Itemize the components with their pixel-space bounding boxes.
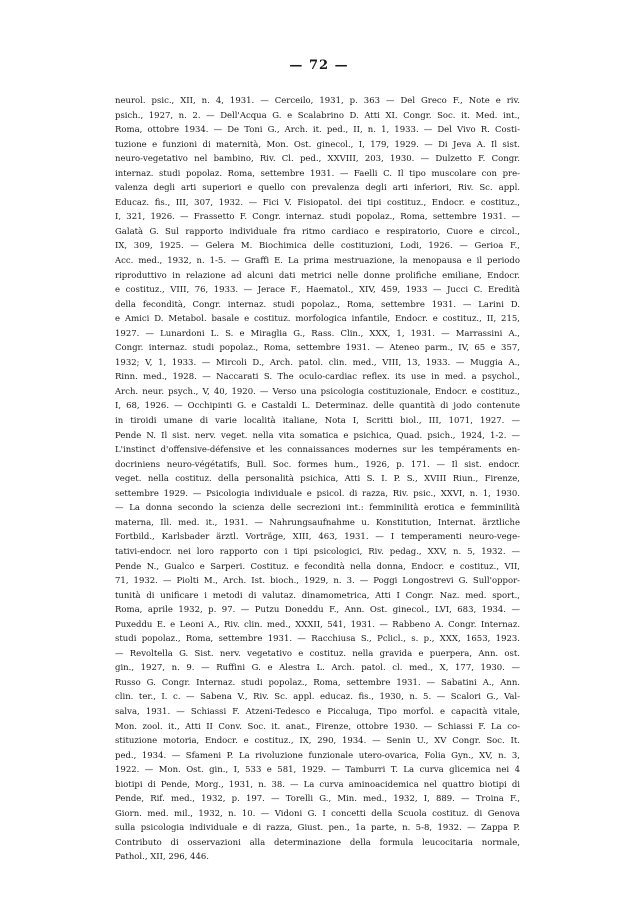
text-line: 71, 1932. — Piolti M., Arch. Ist. bioch., 1929, n. 3. — Poggi Longostrevi G. Sull'oppor- (115, 576, 520, 587)
text-line: tunità di unificare i metodi di valutaz. dinamometrica, Atti I Congr. Naz. med. sport., (115, 590, 520, 601)
text-line: — Revoltella G. Sist. nerv. vegetativo e costituz. nella gravida e puerpera, Ann. ost. (115, 648, 520, 659)
text-line: tativi-endocr. nei loro rapporto con i tipi psicologici, Riv. pedag., XXV, n. 5, 1932. — (115, 546, 520, 557)
text-line: Puxeddu E. e Leoni A., Riv. clin. med., XXXII, 541, 1931. — Rabbeno A. Congr. Internaz. (115, 619, 520, 630)
text-line: Fortbild., Karlsbader ärztl. Vorträge, XIII, 463, 1931. — I temperamenti neuro-vege- (115, 532, 520, 543)
text-line: della fecondità, Congr. internaz. studi popolaz., Roma, settembre 1931. — Larini D. (115, 299, 520, 310)
text-line: I, 321, 1926. — Frassetto F. Congr. internaz. studi popolaz., Roma, settembre 1931. — (115, 212, 520, 223)
text-line: internaz. studi popolaz. Roma, settembre 1931. — Faelli C. Il tipo muscolare con pre- (115, 168, 520, 179)
text-line: Rinn. med., 1928. — Naccarati S. The oculo-cardiac reflex. its use in med. a psychol., (115, 372, 520, 383)
text-line: salva, 1931. — Schiassi F. Atzeni-Tedesco e Piccaluga, Tipo morfol. e capacità vitale, (115, 706, 520, 717)
text-line: ped., 1934. — Sfameni P. La rivoluzione funzionale utero-ovarica, Folia Gyn., XV, n. 3, (115, 750, 520, 761)
text-line: sulla psicologia individuale e di razza, Giust. pen., 1a parte, n. 5-8, 1932. — Zappa P. (115, 823, 520, 834)
text-line: 1922. — Mon. Ost. gin., I, 533 e 581, 1929. — Tamburri T. La curva glicemica nei 4 (115, 765, 520, 776)
bibliography-text (115, 94, 520, 865)
text-line: tuzione e funzioni di maternità, Mon. Ost. ginecol., I, 179, 1929. — Di Jeva A. Il sist. (115, 139, 520, 150)
text-line: Pathol., XII, 296, 446. (115, 852, 209, 863)
text-line: L'instinct d'offensive-défensive et les connaissances modernes sur les tempéraments en- (115, 445, 520, 456)
text-line: psich., 1927, n. 2. — Dell'Acqua G. e Scalabrino D. Atti XI. Congr. Soc. it. Med. int., (115, 110, 520, 121)
text-line: Pende, Rif. med., 1932, p. 197. — Torelli G., Min. med., 1932, I, 889. — Troina F., (115, 794, 520, 805)
text-line: Contributo di osservazioni alla determinazione della formula leucocitaria normale, (115, 837, 520, 848)
text-line: e costituz., VIII, 76, 1933. — Jerace F., Haematol., XIV, 459, 1933 — Jucci C. Eredità (115, 285, 520, 296)
text-line: Educaz. fis., III, 307, 1932. — Fici V. Fisiopatol. dei tipi costituz., Endocr. e costituz., (115, 197, 520, 208)
text-line: Congr. internaz. studi popolaz., Roma, settembre 1931. — Ateneo parm., IV, 65 e 357, (115, 343, 520, 354)
text-line: Arch. neur. psych., V, 40, 1920. — Verso una psicologia costituzionale, Endocr. e costituz., (115, 386, 520, 397)
text-line: Roma, aprile 1932, p. 97. — Putzu Doneddu F., Ann. Ost. ginecol., LVI, 683, 1934. — (115, 605, 520, 616)
page-number: — 72 — (289, 58, 349, 73)
text-line: e Amici D. Metabol. basale e costituz. morfologica infantile, Endocr. e costituz., II, 215, (115, 314, 520, 325)
text-line: Pende N., Gualco e Sarperi. Costituz. e fecondità nella donna, Endocr. e costituz., VII, (115, 561, 520, 572)
text-line: Mon. zool. it., Atti II Conv. Soc. it. anat., Firenze, ottobre 1930. — Schiassi F. La co- (115, 721, 520, 732)
text-line: Pende N. Il sist. nerv. veget. nella vita somatica e psichica, Quad. psich., 1924, 1-2. — (115, 430, 520, 441)
text-line: Roma, ottobre 1934. — De Toni G., Arch. it. ped., II, n. 1, 1933. — Del Vivo R. Costi- (115, 125, 520, 136)
text-line: neurol. psic., XII, n. 4, 1931. — Cerceilo, 1931, p. 363 — Del Greco F., Note e riv. (115, 96, 520, 106)
text-line: I, 68, 1926. — Occhipinti G. e Castaldi L. Determinaz. delle quantità di jodo contenute (115, 401, 520, 412)
text-line: 1932; V, 1, 1933. — Mircoli D., Arch. patol. clin. med., VIII, 13, 1933. — Muggia A., (115, 357, 520, 368)
text-line: riproduttivo in relazione ad alcuni dati metrici nelle donne prolifiche emiliane, Endocr. (115, 270, 520, 281)
text-line: valenza degli arti superiori e quello con prevalenza degli arti inferiori, Riv. Sc. appl. (115, 183, 520, 194)
text-line: clin. ter., I. c. — Sabena V., Riv. Sc. appl. educaz. fis., 1930, n. 5. — Scalori G., Val- (115, 692, 520, 703)
text-line: IX, 309, 1925. — Gelera M. Biochimica delle costituzioni, Lodi, 1926. — Gerioa F., (115, 241, 520, 252)
text-line: — La donna secondo la scienza delle secrezioni int.: femminilità erotica e femminilità (115, 503, 520, 514)
text-line: materna, Ill. med. it., 1931. — Nahrungsaufnahme u. Konstitution, Internat. ärztliche (115, 517, 520, 528)
text-line: biotipi di Pende, Morg., 1931, n. 38. — La curva aminoacidemica nel quattro biotipi di (115, 779, 520, 790)
text-line: settembre 1929. — Psicologia individuale e psicol. di razza, Riv. psic., XXVI, n. 1, 1930. (115, 488, 520, 499)
text-line: Russo G. Congr. Internaz. studi popolaz., Roma, settembre 1931. — Sabatini A., Ann. (115, 677, 520, 688)
text-line: neuro-vegetativo nel bambino, Riv. Cl. ped., XXVIII, 203, 1930. — Dulzetto F. Congr. (115, 154, 520, 165)
text-line: studi popolaz., Roma, settembre 1931. — Racchiusa S., Pclicl., s. p., XXX, 1653, 1923. (115, 634, 520, 645)
text-line: stituzione motoria, Endocr. e costituz., IX, 290, 1934. — Senin U., XV Congr. Soc. It. (115, 736, 520, 747)
text-line: in tiroidi umane di varie località italiane, Nota I, Scritti biol., III, 1071, 1927. — (115, 416, 520, 427)
text-line: veget. nella costituz. della personalità psichica, Atti S. I. P. S., XVIII Riun., Firenze, (115, 474, 520, 485)
text-line: Giorn. med. mil., 1932, n. 10. — Vidoni G. I concetti della Scuola costituz. di Genova (115, 808, 520, 819)
text-line: gin., 1927, n. 9. — Ruffini G. e Alestra L. Arch. patol. cl. med., X, 177, 1930. — (115, 663, 520, 674)
text-line: Galatà G. Sul rapporto individuale fra ritmo cardiaco e respiratorio, Cuore e circol., (115, 226, 520, 237)
text-line: Acc. med., 1932, n. 1-5. — Graffi E. La prima mestruazione, la menopausa e il periodo (115, 256, 520, 267)
text-line: 1927. — Lunardoni L. S. e Miraglia G., Rass. Clin., XXX, 1, 1931. — Marrassini A., (115, 328, 520, 339)
text-line: docriniens neuro-végétatifs, Bull. Soc. formes hum., 1926, p. 171. — Il sist. endocr. (115, 459, 520, 470)
